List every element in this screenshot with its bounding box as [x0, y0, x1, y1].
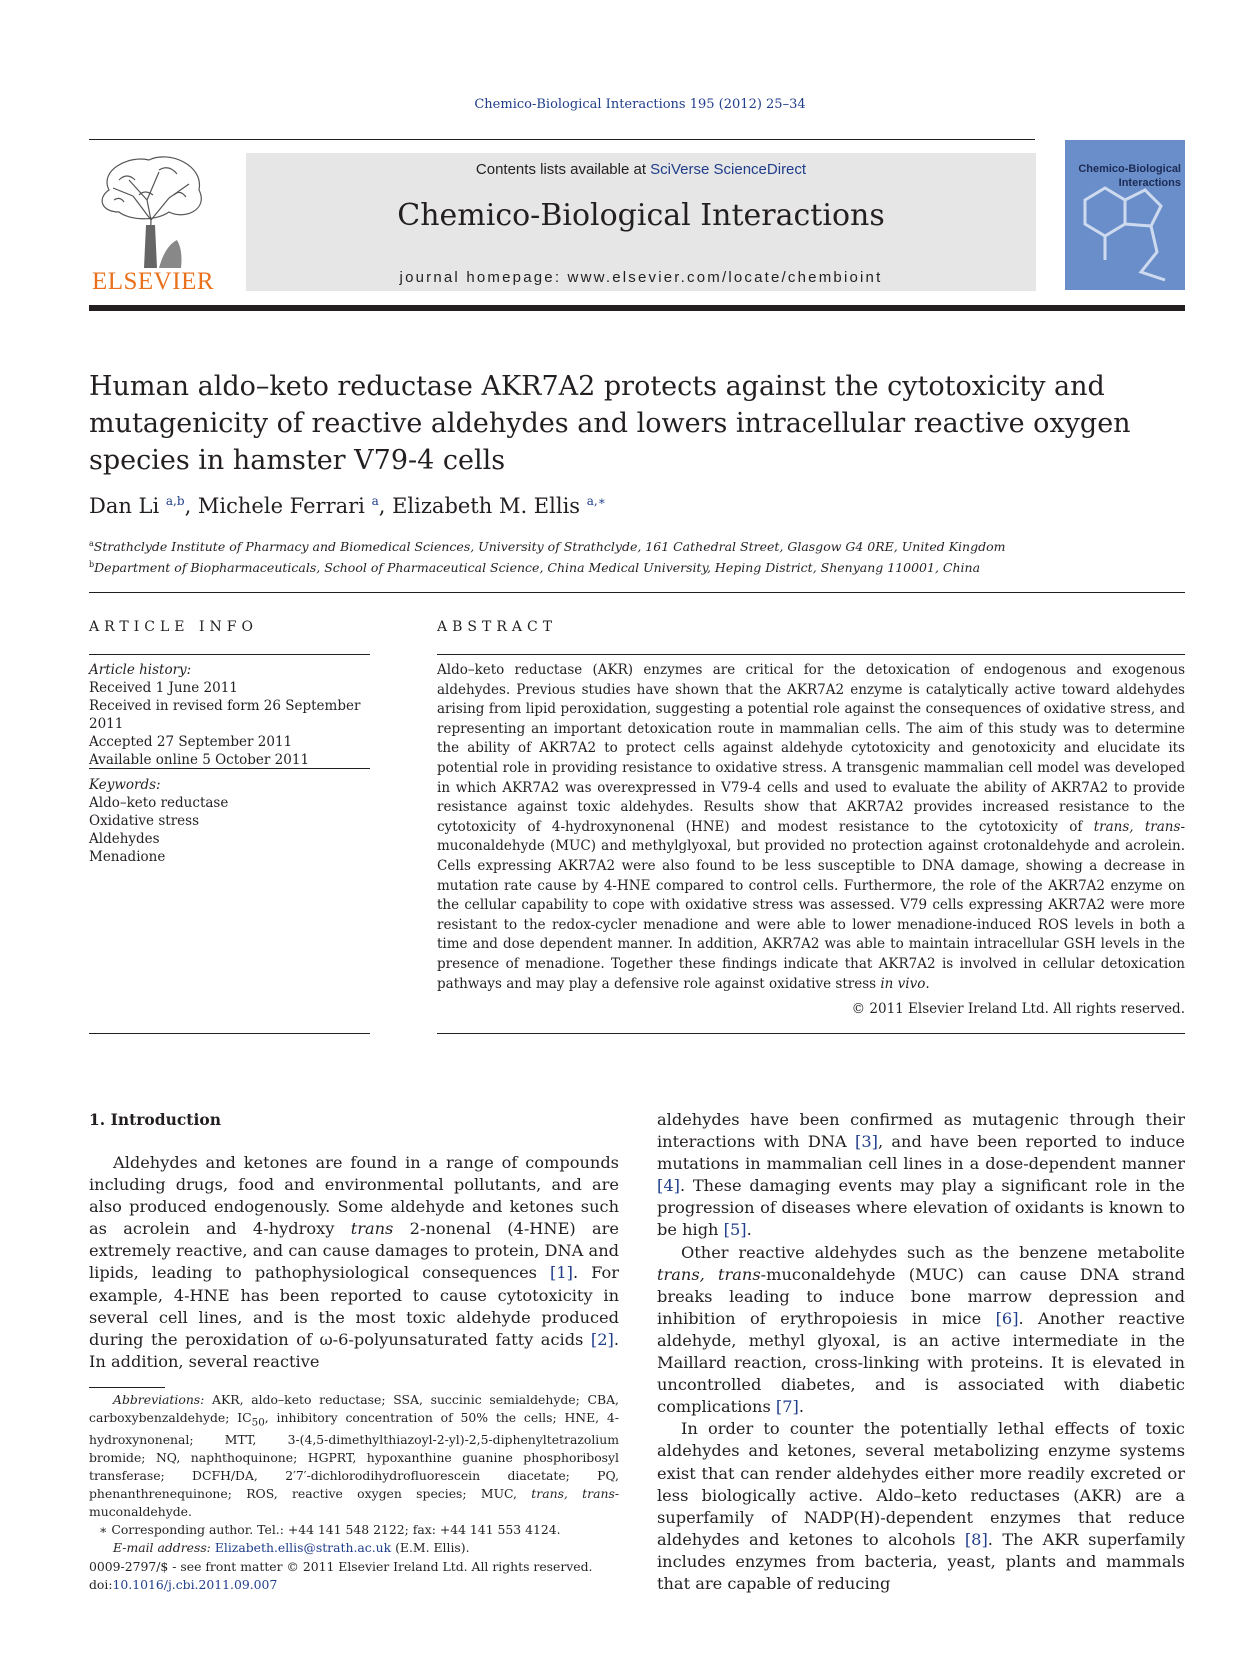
header-rule-top — [89, 139, 1035, 140]
affiliation-text: Strathclyde Institute of Pharmacy and Biomedical Sciences, University of Strathclyde, 161 Cathedral Street, Glasgow G4 0RE, United Kingdom — [93, 539, 1006, 555]
abbreviations-footnote — [89, 1391, 619, 1521]
text-run: Aldehydes and ketones are found in a range of compounds including drugs, food and environmental pollutants, and are also produced endogenously. Some aldehyde and ketones such as acrolein and 4-hydroxy — [89, 1153, 619, 1239]
text-run: (E.M. Ellis). — [391, 1540, 470, 1556]
reference-link[interactable]: [4] — [657, 1176, 680, 1196]
abstract-segment: . — [925, 975, 930, 992]
reference-link[interactable]: [1] — [550, 1263, 573, 1283]
text-run: , and have been reported to induce mutations in mammalian cell lines in a dose-dependent manner — [657, 1132, 1185, 1174]
cover-title-line2: Interactions — [1118, 177, 1181, 189]
affiliation — [89, 556, 1185, 577]
doi-prefix: doi: — [89, 1577, 113, 1592]
paragraph — [657, 1109, 1185, 1242]
corresponding-author-footnote: ∗ Corresponding author. Tel.: +44 141 548 2122; fax: +44 141 553 4124. — [99, 1522, 561, 1538]
footnote-rule — [89, 1387, 165, 1388]
text-italic: trans — [350, 1219, 394, 1239]
journal-homepage[interactable]: journal homepage: www.elsevier.com/locate/chembioint — [399, 269, 883, 286]
article-info-heading: ARTICLE INFO — [89, 619, 258, 635]
text-run: . These damaging events may play a significant role in the progression of diseases where elevation of oxidants is known to be high — [657, 1176, 1185, 1240]
affiliations — [89, 535, 1185, 577]
text-run: 2-nonenal (4-HNE) are extremely reactive, and can cause damages to protein, DNA and lipids, leading to pathophysiological consequences — [89, 1219, 619, 1283]
keyword: Aldehydes — [89, 831, 160, 847]
text-run: aldehydes have been confirmed as mutagenic through their interactions with DNA — [657, 1110, 1185, 1152]
text-run: . For example, 4-HNE has been reported to cause cytotoxicity in several cell lines, and is the most toxic aldehyde produced during the peroxidation of ω-6-polyunsaturated fatty acids — [89, 1263, 619, 1349]
abstract-italic: trans, trans — [1093, 818, 1181, 835]
text-run: Other reactive aldehydes such as the benzene metabolite — [681, 1242, 1185, 1262]
reference-link[interactable]: [3] — [855, 1132, 878, 1152]
doi-line — [89, 1576, 592, 1594]
keywords-rule — [89, 768, 370, 769]
text-run: AKR, aldo–keto reductase; SSA, succinic semialdehyde; CBA, carboxybenzaldehyde; IC — [89, 1392, 619, 1425]
text-run: . In addition, several reactive — [89, 1329, 619, 1371]
abstract-rule — [437, 654, 1185, 655]
affiliation-label: b — [89, 560, 95, 570]
email-label: E-mail address: — [113, 1540, 211, 1556]
text-italic: trans, trans — [657, 1264, 761, 1284]
footnotes — [89, 1391, 619, 1557]
article-title: Human aldo–keto reductase AKR7A2 protects against the cytotoxicity and mutagenicity of reactive aldehydes and lowers intracellular reactive oxygen species in hamster V79-4 cells — [89, 371, 1131, 476]
cover-title-line1: Chemico-Biological — [1078, 163, 1181, 175]
reference-link[interactable]: [5] — [723, 1220, 747, 1240]
history-label: Article history: — [89, 662, 192, 678]
abstract-segment: -muconaldehyde (MUC) and methylglyoxal, but provided no protection against crotonaldehyde and acrolein. Cells expressing AKR7A2 were also found to be less susceptible to DNA damage, showing a decrease in mutation rate cause by 4-HNE compared to control cells. Furthermore, the role of the AKR7A2 enzyme on the cellular capability to cope with oxidative stress was assessed. V79 cells expressing AKR7A2 were more resistant to the redox-cycler menadione and were able to lower menadione-induced ROS levels in both a time and dose dependent manner. In addition, AKR7A2 was able to maintain intracellular GSH levels in the presence of menadione. Together these findings indicate that AKR7A2 is involved in cellular detoxication pathways and may play a defensive role against oxidative stress — [437, 818, 1185, 992]
elsevier-wordmark: ELSEVIER — [91, 268, 215, 295]
journal-cover-thumbnail[interactable] — [1065, 140, 1185, 290]
abstract-italic: in vivo — [880, 975, 926, 992]
author-affiliation-mark[interactable]: a,b — [165, 494, 185, 508]
email-link[interactable]: Elizabeth.ellis@strath.ac.uk — [214, 1540, 392, 1556]
author-affiliation-mark[interactable]: a,∗ — [586, 494, 606, 508]
article-history — [89, 661, 379, 769]
text-run: . Another reactive aldehyde, methyl glyoxal, is an active intermediate in the Maillard reaction, cross-linking with proteins. It is elevated in uncontrolled diabetes, and is associated with diabetic complications — [657, 1308, 1185, 1417]
abstract-text — [437, 661, 1185, 994]
text-run: . — [798, 1397, 804, 1417]
abstract-copyright: © 2011 Elsevier Ireland Ltd. All rights reserved. — [851, 1001, 1185, 1017]
text-run: In order to counter the potentially lethal effects of toxic aldehydes and ketones, several metabolizing enzyme systems exist that can render aldehydes either more readily excreted or less biologically active. Aldo–keto reductases (AKR) are a superfamily of NADP(H)-dependent enzymes that reduce aldehydes and ketones to alcohols — [657, 1419, 1185, 1549]
author-affiliation-mark[interactable]: a — [371, 494, 379, 508]
article-info-bottom-rule — [89, 1033, 370, 1034]
text-run: -muconaldehyde (MUC) can cause DNA strand breaks leading to induce bone marrow depression and inhibition of erythropoiesis in mice — [657, 1264, 1186, 1328]
article-info-rule — [89, 654, 370, 655]
reference-link[interactable]: [8] — [964, 1529, 988, 1549]
contents-availability — [246, 161, 1036, 178]
body-column-right — [657, 1109, 1185, 1595]
front-matter-info — [89, 1558, 592, 1594]
keywords-label: Keywords: — [89, 777, 161, 793]
contents-prefix: Contents lists available at — [475, 161, 651, 178]
author-name[interactable]: Michele Ferrari — [197, 494, 365, 518]
keyword: Oxidative stress — [89, 813, 199, 829]
journal-title: Chemico-Biological Interactions — [397, 198, 885, 233]
body-column-left — [89, 1152, 619, 1373]
reference-link[interactable]: [7] — [775, 1397, 799, 1417]
text-italic: trans, trans — [531, 1486, 615, 1502]
section-heading-introduction: 1. Introduction — [89, 1110, 221, 1129]
journal-header-box — [246, 153, 1036, 291]
text-run: , inhibitory concentration of 50% the cells; HNE, 4-hydroxynonenal; MTT, 3-(4,5-dimethylthiazoyl-2-yl)-2,5-diphenyltetrazolium bromide; NQ, naphthoquinone; HGPRT, hypoxanthine guanine phosphoribosyl transferase; DCFH/DA, 2′7′-dichlorodihydrofluorescein diacetate; PQ, phenanthrenequinone; ROS, reactive oxygen species; MUC, — [89, 1410, 619, 1502]
reference-link[interactable]: [6] — [995, 1308, 1019, 1328]
sciencedirect-link[interactable]: SciVerse ScienceDirect — [650, 161, 807, 178]
text-run: . — [746, 1220, 752, 1240]
author-list: Dan Li $^{a,b}$, Michele Ferrari $^a$, Elizabeth M. Ellis $^{a,∗}$ — [89, 494, 606, 518]
history-item: Received in revised form 26 September 2011 — [89, 698, 361, 732]
doi-link[interactable]: 10.1016/j.cbi.2011.09.007 — [112, 1577, 278, 1592]
abbreviations-label: Abbreviations: — [113, 1392, 205, 1407]
abstract-bottom-rule — [437, 1033, 1185, 1034]
elsevier-logo[interactable] — [89, 150, 217, 296]
subscript: 50 — [251, 1416, 265, 1429]
reference-link[interactable]: [2] — [590, 1329, 614, 1349]
elsevier-tree-icon — [89, 150, 217, 268]
keywords — [89, 776, 379, 866]
paragraph — [657, 1418, 1185, 1595]
email-footnote — [89, 1539, 619, 1557]
affiliation-label: a — [89, 539, 94, 548]
text-run: -muconaldehyde. — [89, 1486, 619, 1520]
history-item: Available online 5 October 2011 — [89, 752, 310, 768]
author-name[interactable]: Dan Li — [89, 494, 160, 518]
affiliation-text: Department of Biopharmaceuticals, School of Pharmaceutical Science, China Medical University, Heping District, Shenyang 110001, China — [94, 560, 981, 576]
history-item: Received 1 June 2011 — [89, 680, 238, 696]
abstract-segment: Aldo–keto reductase (AKR) enzymes are critical for the detoxication of endogenous and exogenous aldehydes. Previous studies have shown that the AKR7A2 enzyme is catalytically active toward aldehydes arising from lipid peroxidation, suggesting a potential role against the consequences of oxidative stress, and representing an important detoxication route in mammalian cells. The aim of this study was to determine the ability of AKR7A2 to protect cells against aldehyde cytotoxicity and genotoxicity and elucidate its potential role in providing resistance to oxidative stress. A transgenic mammalian cell model was developed in which AKR7A2 was overexpressed in V79-4 cells and used to evaluate the ability of AKR7A2 to provide resistance against toxic aldehydes. Results show that AKR7A2 provides increased resistance to the cytotoxicity of 4-hydroxynonenal (HNE) and modest resistance to the cytotoxicity of — [437, 662, 1185, 835]
abstract-heading: ABSTRACT — [437, 619, 558, 635]
cover-title — [1069, 162, 1181, 190]
text-run: . The AKR superfamily includes enzymes from bacteria, yeast, plants and mammals that are capable of reducing — [657, 1529, 1185, 1593]
keyword: Menadione — [89, 849, 166, 865]
history-item: Accepted 27 September 2011 — [89, 734, 293, 750]
keyword: Aldo–keto reductase — [89, 795, 229, 811]
paragraph — [657, 1242, 1185, 1419]
paragraph — [89, 1152, 619, 1373]
issn-line: 0009-2797/$ - see front matter © 2011 Elsevier Ireland Ltd. All rights reserved. — [89, 1559, 593, 1574]
affiliation — [89, 535, 1185, 556]
title-rule — [89, 592, 1185, 593]
header-rule-thick — [89, 305, 1185, 311]
journal-citation[interactable]: Chemico-Biological Interactions 195 (2012) 25–34 — [474, 97, 806, 112]
author-name[interactable]: Elizabeth M. Ellis — [392, 494, 581, 518]
